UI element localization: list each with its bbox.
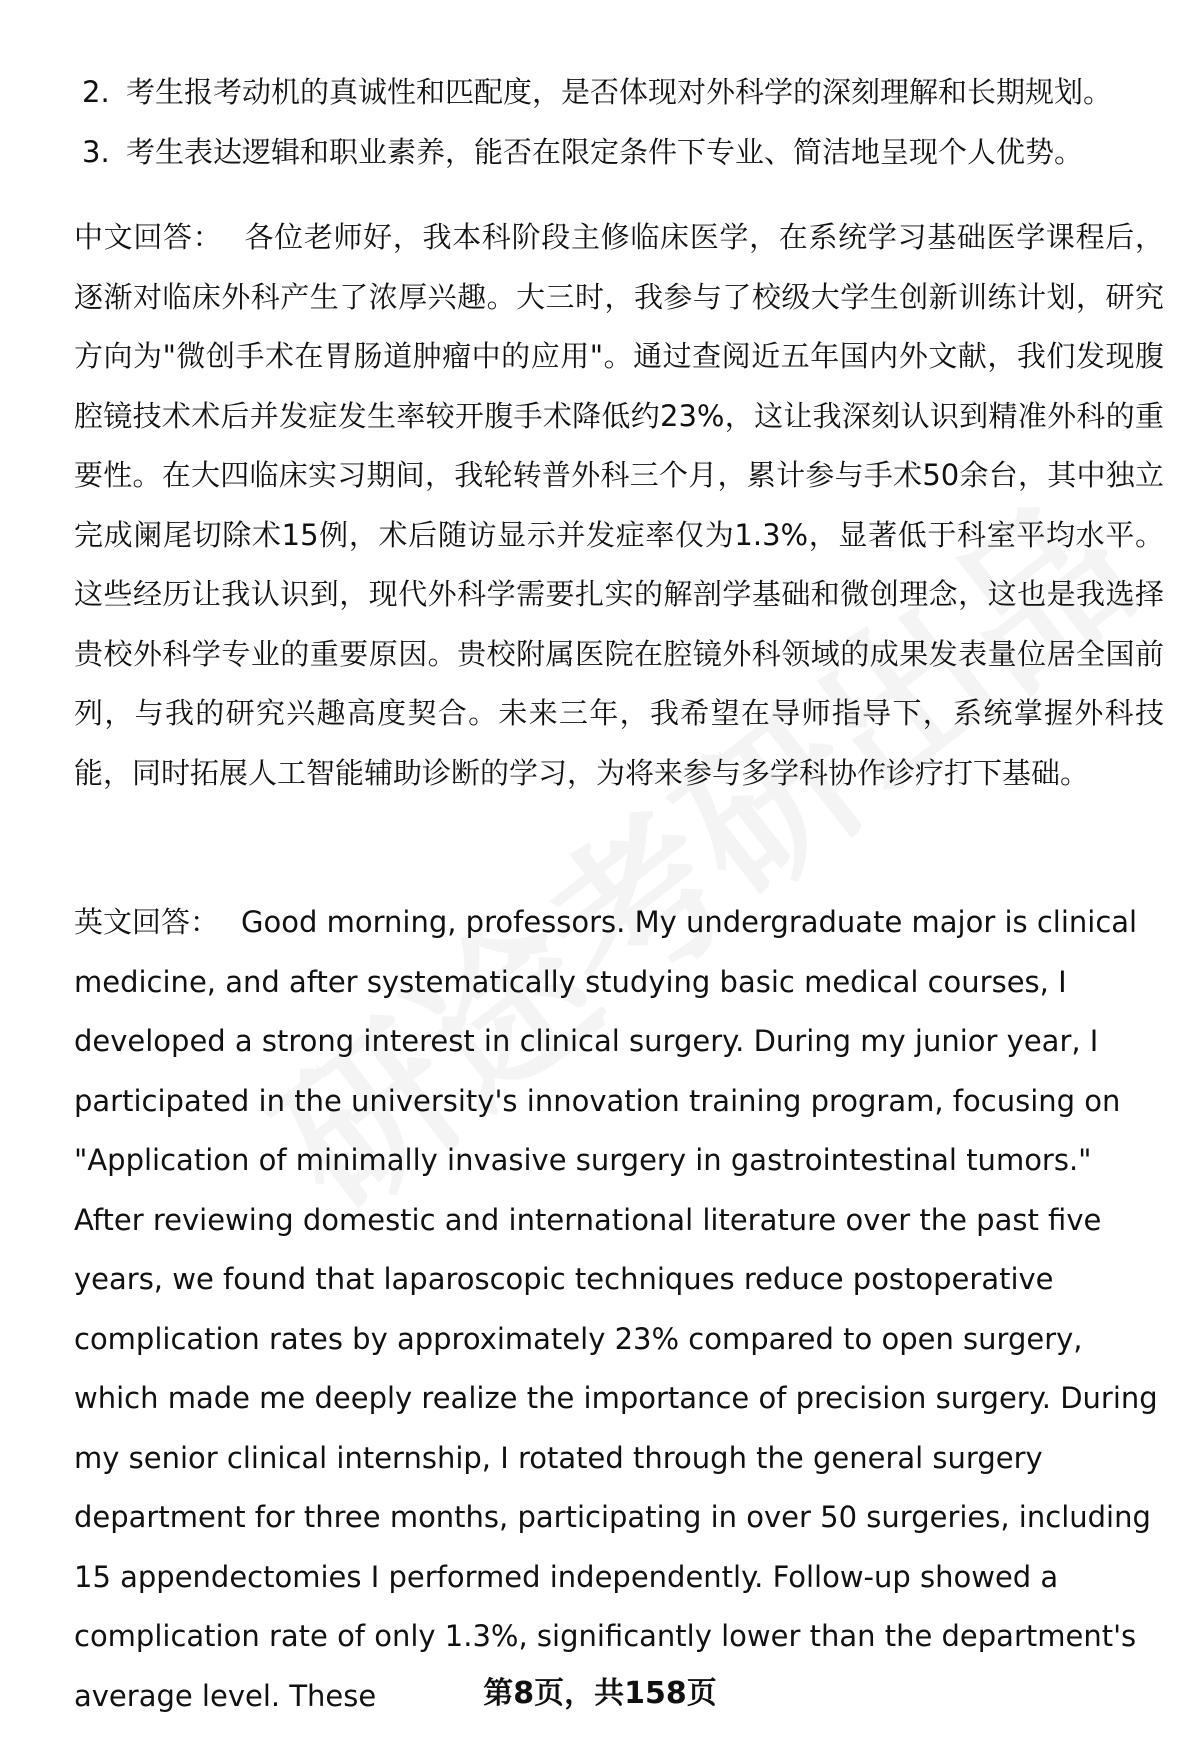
list-item xyxy=(82,62,1162,122)
list-item-number: 2. xyxy=(82,75,110,109)
english-answer-paragraph xyxy=(74,893,1164,1726)
criteria-list xyxy=(82,62,1162,182)
page-number: 第8页，共158页 xyxy=(483,1676,717,1711)
list-item-number: 3. xyxy=(82,135,110,169)
chinese-answer-paragraph xyxy=(74,208,1164,803)
english-answer-text: Good morning, professors. My undergraduate major is clinical medicine, and after systematically studying basic medical courses, I developed a strong interest in clinical surgery. During my junior year, I participated in the university's innovation training program, focusing on "Application of minimally invasive surgery in gastrointestinal tumors." After reviewing domestic and international literature over the past five years, we found that laparoscopic techniques reduce postoperative complication rates by approximately 23% compared to open surgery, which made me deeply realize the importance of precision surgery. During my senior clinical internship, I rotated through the general surgery department for three months, participating in over 50 surgeries, including 15 appendectomies I performed independently. Follow-up showed a complication rate of only 1.3%, significantly lower than the department's average level. These xyxy=(74,905,1158,1713)
chinese-answer-text: 各位老师好，我本科阶段主修临床医学，在系统学习基础医学课程后，逐渐对临床外科产生了浓厚兴趣。大三时，我参与了校级大学生创新训练计划，研究方向为"微创手术在胃肠道肿瘤中的应用"。通过查阅近五年国内外文献，我们发现腹腔镜技术术后并发症发生率较开腹手术降低约23%，这让我深刻认识到精准外科的重要性。在大四临床实习期间，我轮转普外科三个月，累计参与手术50余台，其中独立完成阑尾切除术15例，术后随访显示并发症率仅为1.3%，显著低于科室平均水平。这些经历让我认识到，现代外科学需要扎实的解剖学基础和微创理念，这也是我选择贵校外科学专业的重要原因。贵校附属医院在腔镜外科领域的成果发表量位居全国前列，与我的研究兴趣高度契合。未来三年，我希望在导师指导下，系统掌握外科技能，同时拓展人工智能辅助诊断的学习，为将来参与多学科协作诊疗打下基础。 xyxy=(74,220,1164,790)
list-item-text: 考生报考动机的真诚性和匹配度，是否体现对外科学的深刻理解和长期规划。 xyxy=(126,75,1113,109)
list-item-text: 考生表达逻辑和职业素养，能否在限定条件下专业、简洁地呈现个人优势。 xyxy=(126,135,1084,169)
chinese-answer-label: 中文回答： xyxy=(74,220,223,254)
list-item xyxy=(82,122,1162,182)
english-answer-label: 英文回答： xyxy=(74,905,220,939)
